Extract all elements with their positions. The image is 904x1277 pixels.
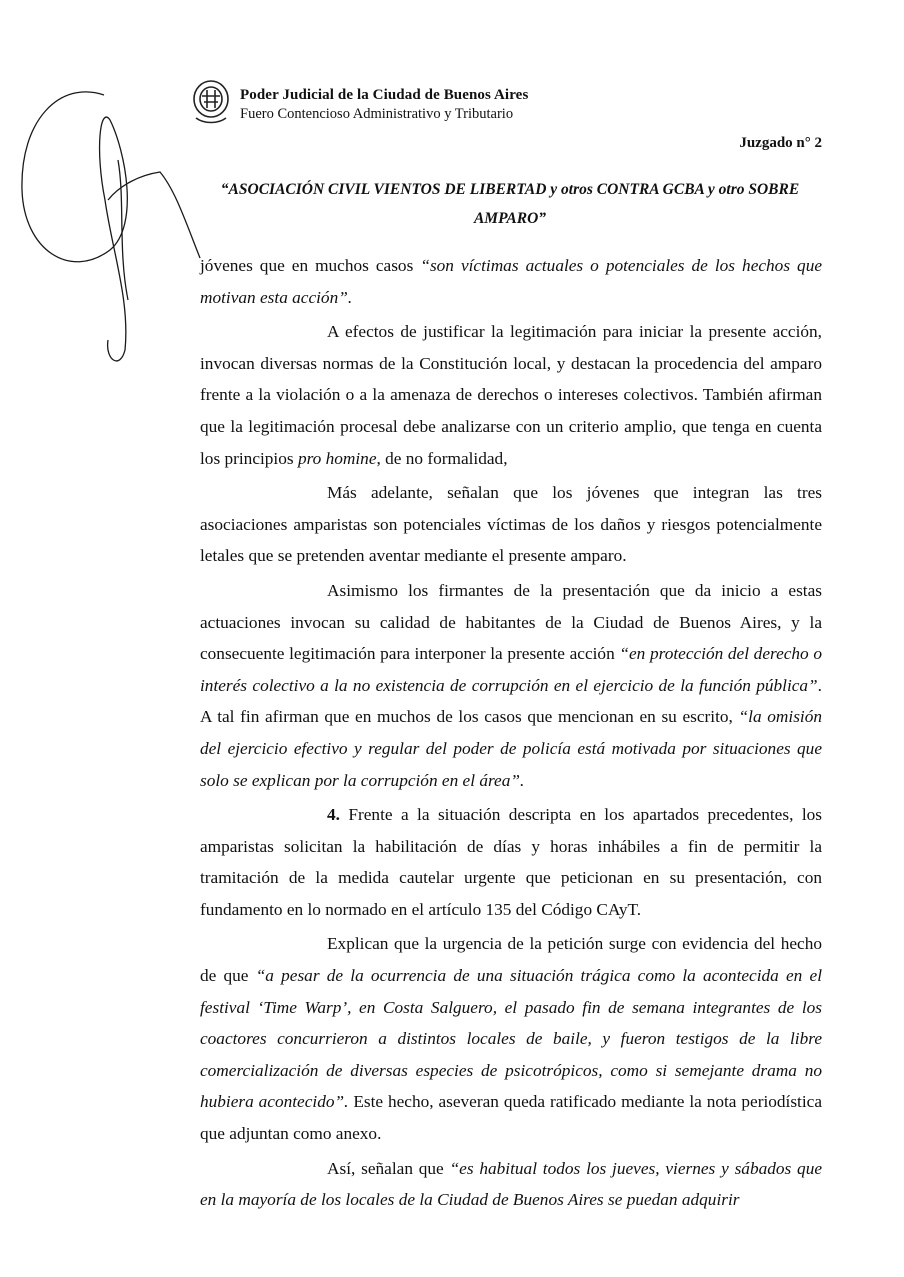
paragraph-3 [200,477,822,572]
case-title-line-2: AMPARO” [473,210,547,227]
p2-italic: pro homine [297,448,377,468]
case-title-line-1: “ASOCIACIÓN CIVIL VIENTOS DE LIBERTAD y otros CONTRA GCBA y otro SOBRE [220,181,800,198]
p4-text-2: . A tal fin afirman que en muchos de los casos que mencionan en su escrito, [200,675,822,727]
p5-text: Frente a la situación descripta en los apartados precedentes, los amparistas solicitan la habilitación de días y horas inhábiles a fin de permitir la tramitación de la medida cautelar urgente que peticionan en su presentación, con fundamento en lo normado en el artículo 135 del Código CAyT. [200,805,822,919]
p6-text-2: Este hecho, aseveran queda ratificado mediante la nota periodística que adjuntan como anexo. [200,1092,823,1144]
paragraph-4 [200,575,822,796]
paragraph-1 [200,250,822,313]
p6-quote: “a pesar de la ocurrencia de una situación trágica como la acontecida en el festival ‘Time Warp’, en Costa Salguero, el pasado fin de semana integrantes de los coactores concurrieron a distintos locales de baile, y fueron testigos de la libre comercialización de diversas especies de psicotrópicos, como si semejante drama no hubiera acontecido”. [200,966,822,1112]
p6-text-1: Explican que la urgencia de la petición surge con evidencia del hecho de que [200,934,822,986]
p1-text: jóvenes que en muchos casos [200,256,421,275]
p2-text-1: A efectos de justificar la legitimación para iniciar la presente acción, invocan diversas normas de la Constitución local, y destacan la procedencia del amparo frente a la violación o a la amenaza de derechos o intereses colectivos. También afirman que la legitimación procesal debe analizarse con un criterio amplio, que tenga en cuenta los principios [200,322,822,468]
document-body [200,250,822,1216]
paragraph-6 [200,928,822,1149]
paragraph-2 [200,316,822,474]
p1-quote: “son víctimas actuales o potenciales de los hechos que motivan esta acción”. [200,256,823,307]
p7-quote: “es habitual todos los jueves, viernes y sábados que en la mayoría de los locales de la Ciudad de Buenos Aires se puedan adquirir [200,1158,823,1210]
p3-text: Más adelante, señalan que los jóvenes que integran las tres asociaciones amparistas son potenciales víctimas de los daños y riesgos potencialmente letales que se pretenden aventar mediante el presente amparo. [200,483,822,566]
court-seal-icon [190,78,232,126]
p4-quote-1: “en protección del derecho o interés colectivo a la no existencia de corrupción en el ejercicio de la función pública” [200,644,823,695]
case-title [200,175,820,233]
p2-text-2: , de no formalidad, [376,448,508,468]
p7-text: Así, señalan que [327,1158,450,1178]
p4-text-1: Asimismo los firmantes de la presentación que da inicio a estas actuaciones invocan su calidad de habitantes de la Ciudad de Buenos Aires, y la consecuente legitimación para interponer la presente acción [200,580,822,664]
handwritten-signature [0,0,210,380]
letterhead [240,86,528,124]
institution-name: Poder Judicial de la Ciudad de Buenos Aires [240,87,529,103]
court-number: Juzgado n° 2 [739,135,822,151]
paragraph-7 [200,1153,822,1216]
paragraph-5 [200,799,822,925]
p5-number: 4. [327,805,340,825]
p4-quote-2: “la omisión del ejercicio efectivo y regular del poder de policía está motivada por situaciones que solo se explican por la corrupción en el área”. [200,707,822,790]
division-name: Fuero Contencioso Administrativo y Tributario [240,106,514,122]
